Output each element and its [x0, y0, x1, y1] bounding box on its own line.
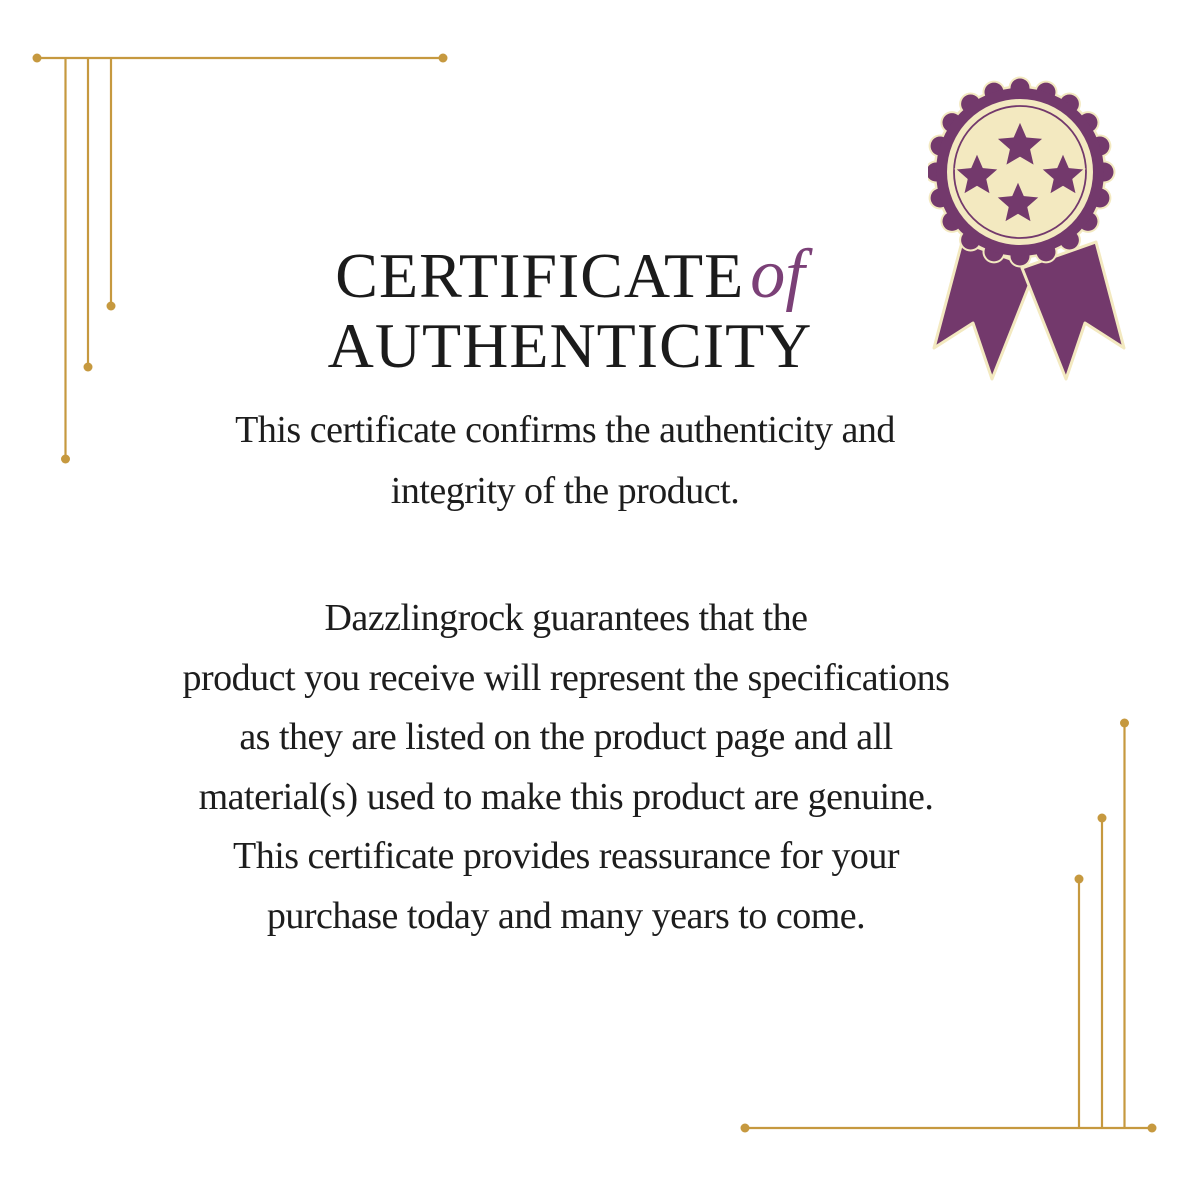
guarantee-line: product you receive will represent the specifications [182, 656, 950, 699]
title-word-of: of [750, 236, 805, 313]
guarantee-line: purchase today and many years to come. [266, 894, 866, 937]
certificate-title [0, 236, 1140, 381]
guarantee-line: This certificate provides reassurance for your [233, 835, 899, 877]
intro-line: integrity of the product. [390, 470, 740, 512]
gold-dot [439, 54, 448, 63]
guarantee-paragraph [0, 589, 1132, 946]
guarantee-line: material(s) used to make this product are genuine. [198, 775, 934, 818]
intro-paragraph [0, 400, 1130, 522]
title-line-1 [0, 236, 1140, 313]
title-word-certificate: CERTIFICATE [335, 240, 745, 311]
guarantee-line: Dazzlingrock guarantees that the [324, 597, 808, 639]
title-line-2: AUTHENTICITY [327, 310, 813, 381]
guarantee-line: as they are listed on the product page and all [239, 716, 893, 758]
gold-dot [1148, 1124, 1157, 1133]
gold-dot [33, 54, 42, 63]
intro-line: This certificate confirms the authenticity and [235, 409, 895, 451]
gold-dot [741, 1124, 750, 1133]
